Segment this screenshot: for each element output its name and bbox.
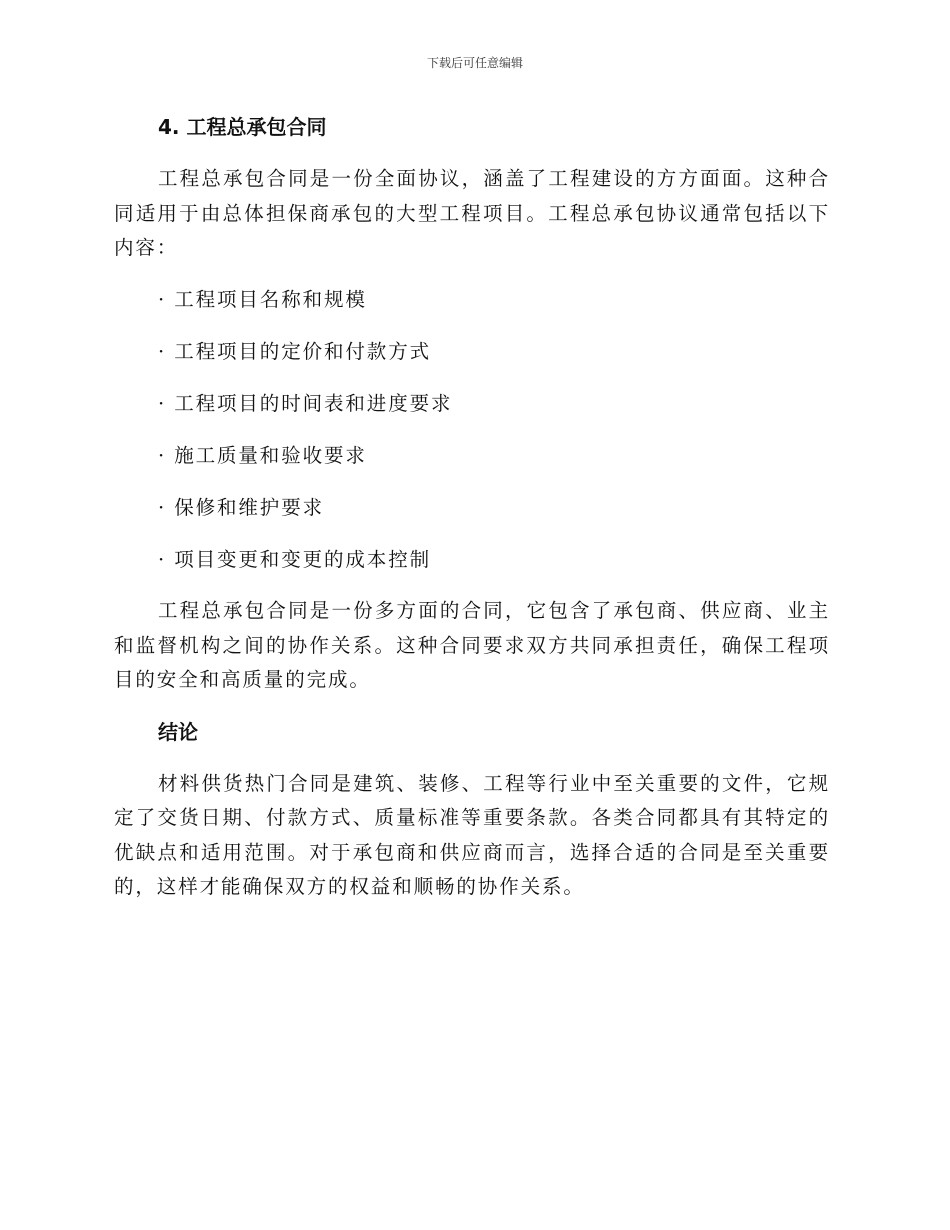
list-item: · 项目变更和变更的成本控制 [158,547,431,571]
list-item: · 施工质量和验收要求 [158,443,367,467]
conclusion-heading: 结论 [158,719,198,744]
list-item: · 工程项目名称和规模 [158,287,367,311]
page-header: 下载后可任意编辑 [426,56,523,70]
contract-contents-list [114,283,830,578]
conclusion-paragraph: 材料供货热门合同是建筑、装修、工程等行业中至关重要的文件，它规定了交货日期、付款方式、质量标准等重要条款。各类合同都具有其特定的优缺点和适用范围。对于承包商和供应商而言，选择合适的合同是至关重要的，这样才能确保双方的权益和顺畅的协作关系。 [114,771,830,898]
document-body [114,110,830,922]
section-intro-paragraph: 工程总承包合同是一份全面协议，涵盖了工程建设的方方面面。这种合同适用于由总体担保商承包的大型工程项目。工程总承包协议通常包括以下内容： [114,167,830,259]
section-heading: 4. 工程总承包合同 [158,115,327,139]
list-item: · 保修和维护要求 [158,495,324,519]
list-item: · 工程项目的定价和付款方式 [158,339,431,363]
list-item: · 工程项目的时间表和进度要求 [158,391,453,415]
section-summary-paragraph: 工程总承包合同是一份多方面的合同，它包含了承包商、供应商、业主和监督机构之间的协作关系。这种合同要求双方共同承担责任，确保工程项目的安全和高质量的完成。 [114,599,830,691]
